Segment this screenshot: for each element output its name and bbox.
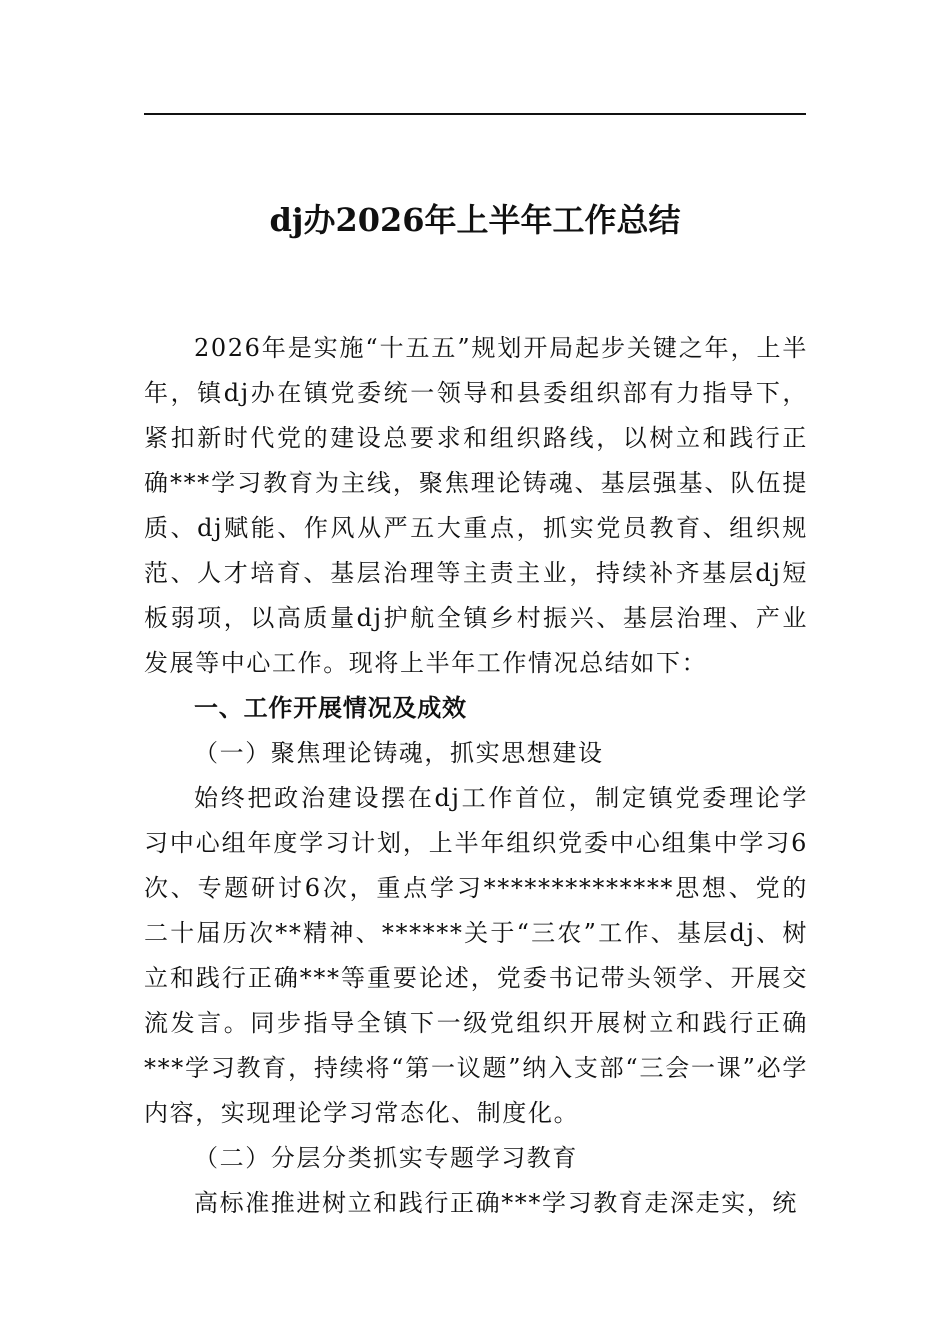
document-title: dj办2026年上半年工作总结 xyxy=(269,201,681,239)
section-heading: 一、工作开展情况及成效 xyxy=(194,694,467,722)
body-paragraph-1: 始终把政治建设摆在dj工作首位，制定镇党委理论学习中心组年度学习计划，上半年组织党委中心组集中学习6次、专题研讨6次，重点学习**************思想、党的二十届历次**精神、******关于“三农”工作、基层dj、树立和践行正确***等重要论述，党委书记带头领学、开展交流发言。同步指导全镇下一级党组织开展树立和践行正确***学习教育，持续将“第一议题”纳入支部“三会一课”必学内容，实现理论学习常态化、制度化。 xyxy=(144,784,808,1127)
intro-paragraph: 2026年是实施“十五五”规划开局起步关键之年，上半年，镇dj办在镇党委统一领导和县委组织部有力指导下，紧扣新时代党的建设总要求和组织路线，以树立和践行正确***学习教育为主线，聚焦理论铸魂、基层强基、队伍提质、dj赋能、作风从严五大重点，抓实党员教育、组织规范、人才培育、基层治理等主责主业，持续补齐基层dj短板弱项，以高质量dj护航全镇乡村振兴、基层治理、产业发展等中心工作。现将上半年工作情况总结如下： xyxy=(144,334,808,677)
subsection-heading-2: （二）分层分类抓实专题学习教育 xyxy=(194,1144,578,1172)
subsection-heading-1: （一）聚焦理论铸魂，抓实思想建设 xyxy=(194,739,604,767)
document-body xyxy=(144,326,808,1226)
body-paragraph-2: 高标准推进树立和践行正确***学习教育走深走实，统 xyxy=(194,1189,798,1217)
header-rule xyxy=(144,113,806,115)
